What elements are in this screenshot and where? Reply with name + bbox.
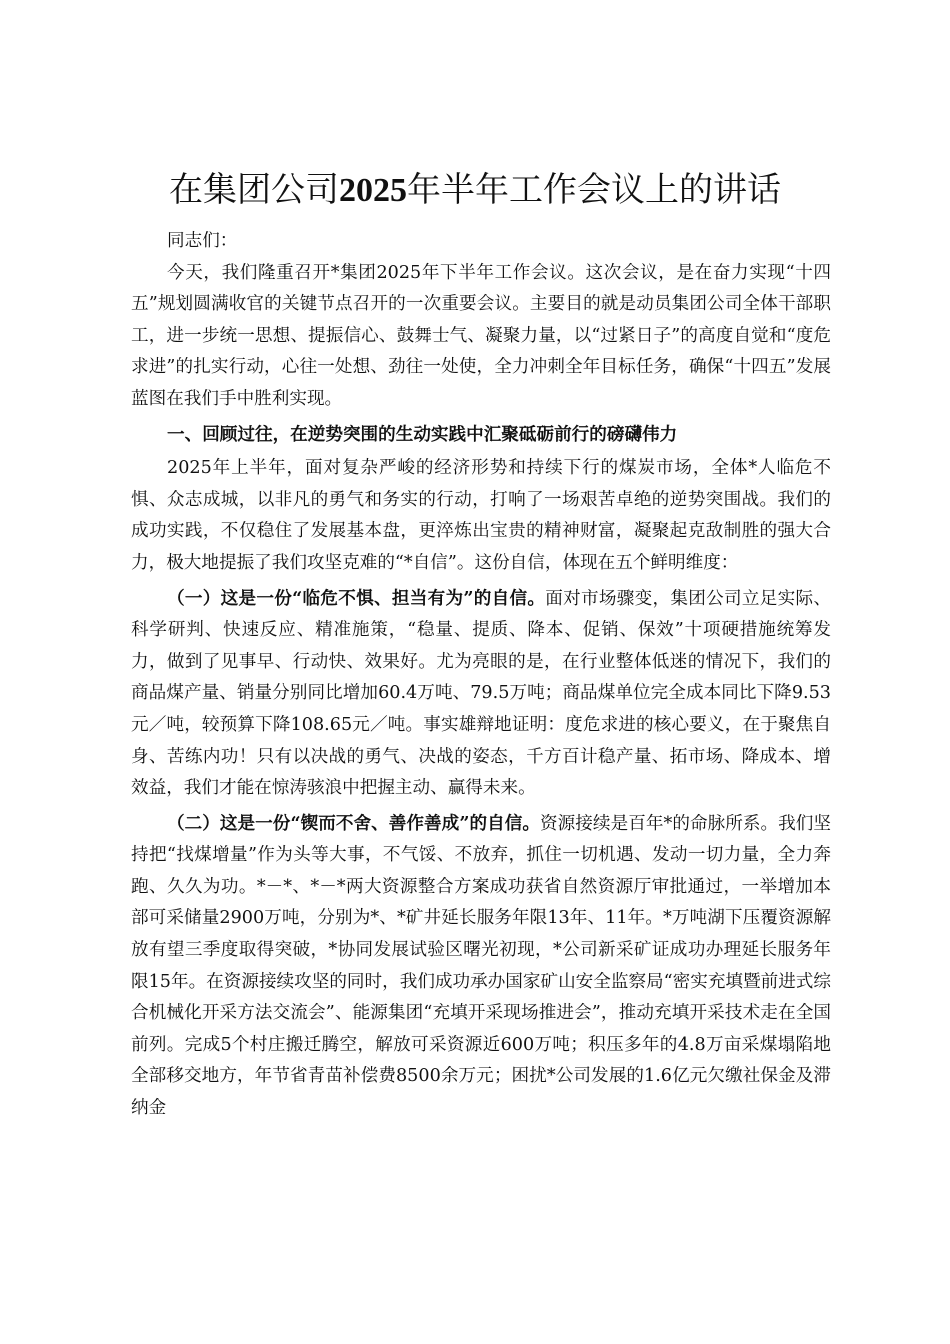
item-1-body: 面对市场骤变，集团公司立足实际、科学研判、快速反应、精准施策，“稳量、提质、降本、促销、保效”十项硬措施统筹发力，做到了见事早、行动快、效果好。尤为亮眼的是，在行业整体低迷的情况下，我们的商品煤产量、销量分别同比增加60.4万吨、79.5万吨；商品煤单位完全成本同比下降9.53元／吨，较预算下降108.65元／吨。事实雄辩地证明：度危求进的核心要义，在于聚焦自身、苦练内功！只有以决战的勇气、决战的姿态，千方百计稳产量、拓市场、降成本、增效益，我们才能在惊涛骇浪中把握主动、赢得未来。 xyxy=(131,588,831,799)
section-1-intro-paragraph: 2025年上半年，面对复杂严峻的经济形势和持续下行的煤炭市场，全体*人临危不惧、众志成城，以非凡的勇气和务实的行动，打响了一场艰苦卓绝的逆势突围战。我们的成功实践，不仅稳住了发展基本盘，更淬炼出宝贵的精神财富，凝聚起克敌制胜的强大合力，极大地提振了我们攻坚克难的“*自信”。这份自信，体现在五个鲜明维度： xyxy=(131,458,831,573)
title-suffix: 年半年工作会议上的讲话 xyxy=(407,170,781,210)
item-1-paragraph xyxy=(131,583,831,805)
title-prefix: 在集团公司 xyxy=(169,170,339,210)
document-body xyxy=(131,226,831,1125)
greeting-paragraph: 同志们： xyxy=(167,231,238,251)
item-2-paragraph xyxy=(131,808,831,1125)
intro-paragraph: 今天，我们隆重召开*集团2025年下半年工作会议。这次会议，是在奋力实现“十四五”规划圆满收官的关键节点召开的一次重要会议。主要目的就是动员集团公司全体干部职工，进一步统一思想、提振信心、鼓舞士气、凝聚力量，以“过紧日子”的高度自觉和“度危求进”的扎实行动，心往一处想、劲往一处使，全力冲刺全年目标任务，确保“十四五”发展蓝图在我们手中胜利实现。 xyxy=(131,262,831,409)
item-2-heading: （二）这是一份“锲而不舍、善作善成”的自信。 xyxy=(167,812,541,834)
title-year: 2025 xyxy=(339,172,407,209)
section-1-heading: 一、回顾过往，在逆势突围的生动实践中汇聚砥砺前行的磅礴伟力 xyxy=(167,423,678,445)
item-1-heading: （一）这是一份“临危不惧、担当有为”的自信。 xyxy=(167,587,546,609)
item-2-body: 资源接续是百年*的命脉所系。我们坚持把“找煤增量”作为头等大事，不气馁、不放弃，抓住一切机遇、发动一切力量，全力奔跑、久久为功。*－*、*－*两大资源整合方案成功获省自然资源厅审批通过，一举增加本部可采储量2900万吨，分别为*、*矿井延长服务年限13年、11年。*万吨湖下压覆资源解放有望三季度取得突破，*协同发展试验区曙光初现，*公司新采矿证成功办理延长服务年限15年。在资源接续攻坚的同时，我们成功承办国家矿山安全监察局“密实充填暨前进式综合机械化开采方法交流会”、能源集团“充填开采现场推进会”，推动充填开采技术走在全国前列。完成5个村庄搬迁腾空，解放可采资源近600万吨；积压多年的4.8万亩采煤塌陷地全部移交地方，年节省青苗补偿费8500余万元；困扰*公司发展的1.6亿元欠缴社保金及滞纳金 xyxy=(131,813,831,1119)
document-title xyxy=(0,166,950,215)
